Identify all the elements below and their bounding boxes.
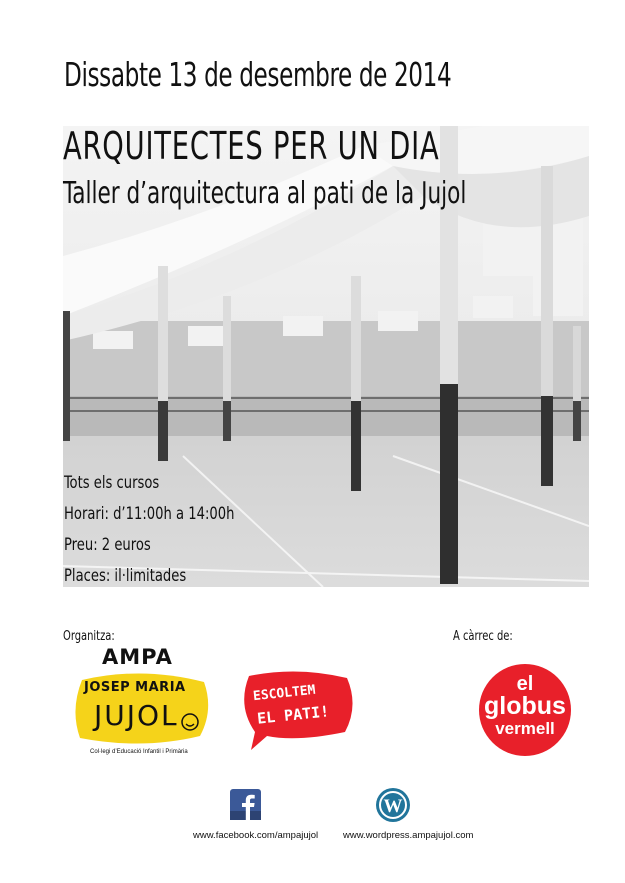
ampa-logo-line2: JOSEP MARIA [84, 680, 186, 695]
detail-courses: Tots els cursos [64, 473, 160, 493]
wordpress-link[interactable]: www.wordpress.ampajujol.com [343, 830, 474, 841]
escoltem-logo [237, 670, 357, 752]
globus-logo-line1: el [516, 673, 534, 695]
organizer-label: Organitza: [63, 629, 115, 644]
svg-text:W: W [383, 796, 403, 817]
wordpress-icon[interactable] [375, 787, 411, 823]
globus-vermell-logo [475, 660, 575, 760]
detail-places: Places: il·limitades [64, 566, 187, 586]
ampa-logo [72, 645, 212, 760]
detail-price: Preu: 2 euros [64, 535, 151, 555]
globus-logo-line3: vermell [495, 719, 555, 738]
escoltem-logo-line1: ESCOLTEM [252, 682, 317, 705]
event-title: ARQUITECTES PER UN DIA [63, 124, 440, 168]
escoltem-logo-line2: EL PATI! [256, 702, 330, 728]
event-date: Dissabte 13 de desembre de 2014 [64, 55, 452, 94]
ampa-logo-line1: AMPA [102, 645, 173, 669]
globus-logo-line2: globus [484, 692, 566, 720]
detail-schedule: Horari: d’11:00h a 14:00h [64, 504, 235, 524]
event-subtitle: Taller d’arquitectura al pati de la Jujol [63, 176, 467, 211]
facebook-icon[interactable] [230, 789, 261, 820]
ampa-logo-footer: Col·legi d’Educació Infantil i Primària [90, 749, 188, 755]
sponsor-label: A càrrec de: [453, 629, 513, 644]
ampa-logo-line3: JUJOL [94, 699, 179, 732]
facebook-link[interactable]: www.facebook.com/ampajujol [193, 830, 319, 841]
event-details [64, 468, 234, 592]
